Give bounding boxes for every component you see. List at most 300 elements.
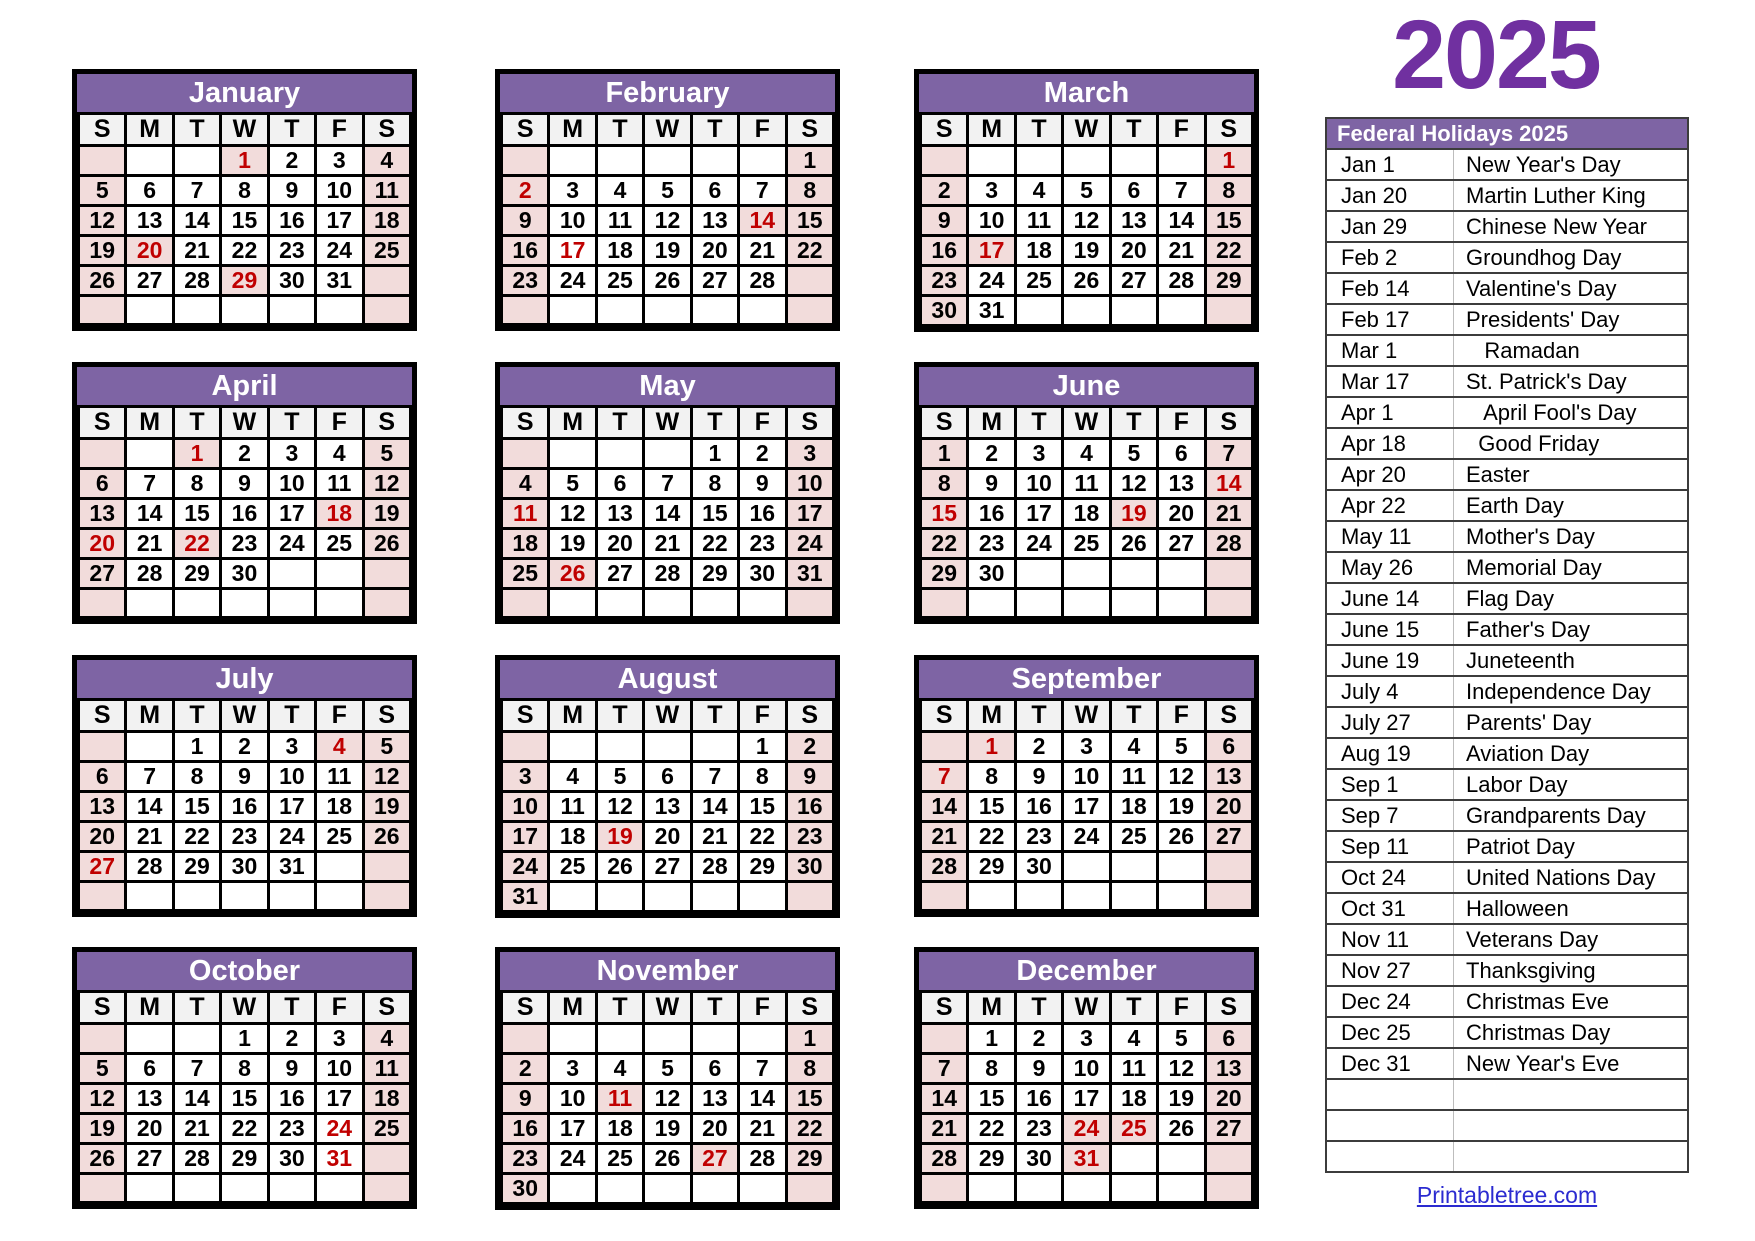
day-cell: 18: [316, 499, 363, 529]
day-cell: 14: [1158, 206, 1205, 236]
day-cell: 21: [126, 822, 173, 852]
day-cell: 4: [1015, 176, 1062, 206]
day-cell: 27: [79, 852, 126, 882]
holiday-row: [1327, 304, 1687, 335]
day-cell: 27: [596, 559, 643, 589]
day-cell-empty: [596, 439, 643, 469]
day-cell-empty: [173, 146, 220, 176]
day-header-cell: W: [644, 992, 691, 1024]
day-cell: 2: [221, 732, 268, 762]
week-row: [79, 529, 411, 559]
day-header-cell: S: [786, 700, 833, 732]
week-row: [79, 1144, 411, 1174]
day-cell: 13: [691, 1084, 738, 1114]
day-cell-empty: [79, 732, 126, 762]
day-cell: 12: [644, 206, 691, 236]
day-cell: 5: [79, 176, 126, 206]
week-row: [79, 732, 411, 762]
day-cell: 30: [221, 559, 268, 589]
day-cell: 23: [502, 1144, 549, 1174]
month-grid: [500, 698, 835, 913]
holiday-date: Sep 11: [1327, 831, 1454, 862]
day-cell: 6: [126, 176, 173, 206]
month-april: [72, 362, 417, 624]
holiday-date: Jan 1: [1327, 149, 1454, 180]
month-june: [914, 362, 1259, 624]
day-cell: 15: [739, 792, 786, 822]
day-cell-empty: [739, 146, 786, 176]
day-cell: 17: [1063, 792, 1110, 822]
month-grid: [919, 405, 1254, 619]
month-grid: [919, 698, 1254, 912]
day-cell: 30: [968, 559, 1015, 589]
day-cell: 24: [1015, 529, 1062, 559]
day-cell: 2: [502, 176, 549, 206]
holiday-row: [1327, 211, 1687, 242]
week-row: [502, 529, 834, 559]
day-cell: 12: [1158, 1054, 1205, 1084]
day-cell: 9: [221, 469, 268, 499]
day-cell: 15: [968, 1084, 1015, 1114]
day-header-cell: M: [126, 114, 173, 146]
holiday-date: Sep 7: [1327, 800, 1454, 831]
day-cell: 8: [221, 1054, 268, 1084]
day-cell: 20: [126, 236, 173, 266]
week-row: [921, 529, 1253, 559]
holiday-name: [1454, 1141, 1688, 1171]
day-cell: 13: [1205, 762, 1252, 792]
holiday-row: [1327, 862, 1687, 893]
day-header-cell: T: [596, 700, 643, 732]
day-cell-empty: [549, 882, 596, 912]
day-cell: 7: [921, 1054, 968, 1084]
holidays-title: Federal Holidays 2025: [1327, 119, 1687, 148]
week-row: [921, 296, 1253, 326]
day-cell: 6: [1205, 732, 1252, 762]
day-cell: 17: [268, 792, 315, 822]
day-cell: 3: [968, 176, 1015, 206]
day-cell: 17: [968, 236, 1015, 266]
day-header-cell: F: [1158, 407, 1205, 439]
day-cell-empty: [739, 1174, 786, 1204]
day-cell: 10: [316, 176, 363, 206]
day-cell: 23: [221, 822, 268, 852]
day-cell-empty: [596, 1174, 643, 1204]
day-cell: 20: [691, 236, 738, 266]
day-cell: 3: [502, 762, 549, 792]
day-header-cell: M: [968, 700, 1015, 732]
week-row: [502, 762, 834, 792]
week-row: [79, 439, 411, 469]
day-cell: 25: [549, 852, 596, 882]
day-cell-empty: [221, 589, 268, 618]
day-header-cell: T: [1110, 992, 1157, 1024]
day-header-cell: S: [363, 407, 410, 439]
holiday-name: Grandparents Day: [1454, 800, 1688, 831]
day-cell-empty: [173, 296, 220, 325]
day-cell: 13: [126, 1084, 173, 1114]
month-march: [914, 69, 1259, 332]
day-cell: 1: [221, 146, 268, 176]
day-header-cell: S: [502, 114, 549, 146]
day-cell-empty: [549, 732, 596, 762]
day-cell: 14: [173, 206, 220, 236]
day-cell-empty: [221, 296, 268, 325]
day-cell: 30: [921, 296, 968, 326]
week-row: [502, 792, 834, 822]
day-cell-empty: [1205, 882, 1252, 911]
day-cell: 25: [316, 529, 363, 559]
holiday-date: Feb 14: [1327, 273, 1454, 304]
day-header-cell: T: [1015, 407, 1062, 439]
holiday-date: Mar 17: [1327, 366, 1454, 397]
week-row: [921, 1084, 1253, 1114]
day-cell-empty: [739, 1024, 786, 1054]
day-cell: 9: [921, 206, 968, 236]
day-cell: 25: [363, 1114, 410, 1144]
day-cell: 7: [739, 1054, 786, 1084]
day-cell: 22: [968, 1114, 1015, 1144]
day-cell: 17: [1063, 1084, 1110, 1114]
day-cell: 28: [921, 852, 968, 882]
holiday-date: Apr 1: [1327, 397, 1454, 428]
day-cell-empty: [1015, 559, 1062, 589]
day-cell-empty: [644, 439, 691, 469]
holiday-name: Parents' Day: [1454, 707, 1688, 738]
site-link[interactable]: Printabletree.com: [1416, 1182, 1598, 1208]
holiday-date: Jan 20: [1327, 180, 1454, 211]
day-header-cell: T: [268, 700, 315, 732]
week-row: [921, 469, 1253, 499]
day-cell: 11: [502, 499, 549, 529]
day-header-cell: M: [968, 407, 1015, 439]
day-cell: 19: [1158, 792, 1205, 822]
day-cell: 20: [1158, 499, 1205, 529]
day-cell-empty: [502, 1024, 549, 1054]
day-cell: 30: [221, 852, 268, 882]
day-cell-empty: [596, 1024, 643, 1054]
day-cell: 14: [644, 499, 691, 529]
day-header-cell: S: [502, 700, 549, 732]
holiday-date: July 4: [1327, 676, 1454, 707]
day-cell-empty: [549, 146, 596, 176]
holidays-table: [1327, 148, 1687, 1171]
holiday-row: [1327, 1141, 1687, 1171]
week-row: [921, 792, 1253, 822]
day-cell-empty: [363, 1144, 410, 1174]
day-cell: 1: [739, 732, 786, 762]
day-cell: 4: [1110, 732, 1157, 762]
day-cell: 19: [644, 236, 691, 266]
holiday-name: Labor Day: [1454, 769, 1688, 800]
day-cell: 16: [921, 236, 968, 266]
day-cell: 29: [221, 266, 268, 296]
day-cell: 9: [968, 469, 1015, 499]
day-cell: 15: [221, 1084, 268, 1114]
year-title: 2025: [1392, 0, 1600, 109]
day-cell-empty: [268, 296, 315, 325]
day-header-cell: S: [1205, 114, 1252, 146]
holiday-row: [1327, 428, 1687, 459]
day-header-cell: F: [739, 407, 786, 439]
day-cell: 15: [968, 792, 1015, 822]
day-cell: 16: [1015, 1084, 1062, 1114]
holidays-panel: [1325, 117, 1689, 1173]
day-cell: 4: [596, 1054, 643, 1084]
month-grid: [77, 112, 412, 326]
day-cell: 17: [549, 1114, 596, 1144]
day-cell-empty: [79, 439, 126, 469]
day-cell-empty: [549, 1174, 596, 1204]
day-cell: 14: [691, 792, 738, 822]
holiday-name: New Year's Day: [1454, 149, 1688, 180]
day-cell: 9: [786, 762, 833, 792]
day-cell-empty: [786, 296, 833, 325]
day-cell: 12: [549, 499, 596, 529]
day-cell: 19: [596, 822, 643, 852]
day-cell: 2: [221, 439, 268, 469]
day-cell: 10: [268, 762, 315, 792]
day-cell: 10: [786, 469, 833, 499]
day-header-cell: F: [739, 700, 786, 732]
day-cell: 19: [1110, 499, 1157, 529]
day-cell-empty: [126, 1024, 173, 1054]
day-cell: 8: [786, 1054, 833, 1084]
day-cell: 4: [502, 469, 549, 499]
day-cell: 21: [739, 236, 786, 266]
day-cell: 21: [126, 529, 173, 559]
day-cell: 5: [644, 176, 691, 206]
day-cell: 23: [1015, 1114, 1062, 1144]
holiday-row: [1327, 955, 1687, 986]
day-cell: 8: [691, 469, 738, 499]
day-cell-empty: [126, 732, 173, 762]
day-header-cell: T: [1110, 407, 1157, 439]
day-cell: 15: [173, 499, 220, 529]
day-cell: 22: [1205, 236, 1252, 266]
day-cell-empty: [1158, 882, 1205, 911]
week-row: [79, 1174, 411, 1203]
day-header-cell: W: [221, 114, 268, 146]
day-cell-empty: [644, 882, 691, 912]
holidays-tbody: [1327, 149, 1687, 1171]
day-cell: 26: [596, 852, 643, 882]
holiday-date: Apr 18: [1327, 428, 1454, 459]
day-cell: 13: [1158, 469, 1205, 499]
day-cell-empty: [921, 146, 968, 176]
day-cell: 26: [644, 266, 691, 296]
day-cell: 13: [644, 792, 691, 822]
day-cell: 23: [786, 822, 833, 852]
day-cell: 23: [968, 529, 1015, 559]
day-cell: 27: [644, 852, 691, 882]
holiday-name: Memorial Day: [1454, 552, 1688, 583]
week-row: [79, 206, 411, 236]
month-grid: [77, 990, 412, 1204]
month-name: December: [919, 952, 1254, 990]
day-cell: 21: [921, 1114, 968, 1144]
day-cell: 11: [1015, 206, 1062, 236]
holiday-row: [1327, 273, 1687, 304]
month-october: [72, 947, 417, 1209]
day-cell: 8: [1205, 176, 1252, 206]
day-cell-empty: [316, 296, 363, 325]
week-row: [79, 559, 411, 589]
day-cell-empty: [1158, 589, 1205, 618]
day-cell-empty: [1158, 1144, 1205, 1174]
week-row: [502, 589, 834, 618]
day-cell: 5: [644, 1054, 691, 1084]
week-row: [502, 146, 834, 176]
day-cell: 25: [363, 236, 410, 266]
day-cell: 25: [596, 266, 643, 296]
day-cell-empty: [79, 146, 126, 176]
month-grid: [500, 112, 835, 326]
day-cell-empty: [921, 1024, 968, 1054]
day-cell: 9: [221, 762, 268, 792]
day-cell-empty: [268, 882, 315, 911]
day-cell: 8: [786, 176, 833, 206]
day-cell: 21: [173, 236, 220, 266]
day-cell: 22: [739, 822, 786, 852]
day-cell: 20: [691, 1114, 738, 1144]
day-cell: 9: [268, 1054, 315, 1084]
day-cell: 26: [1110, 529, 1157, 559]
month-name: May: [500, 367, 835, 405]
day-cell-empty: [1205, 559, 1252, 589]
day-cell-empty: [1158, 146, 1205, 176]
day-cell: 11: [1110, 1054, 1157, 1084]
day-cell: 17: [316, 1084, 363, 1114]
day-cell-empty: [126, 296, 173, 325]
day-header-cell: S: [363, 114, 410, 146]
day-header-cell: S: [79, 407, 126, 439]
day-cell: 29: [786, 1144, 833, 1174]
day-cell: 8: [968, 1054, 1015, 1084]
week-row: [502, 1114, 834, 1144]
month-grid: [500, 990, 835, 1205]
day-cell-empty: [968, 1174, 1015, 1203]
month-name: August: [500, 660, 835, 698]
day-cell: 11: [316, 762, 363, 792]
day-cell: 8: [173, 762, 220, 792]
day-header-cell: M: [968, 992, 1015, 1024]
day-cell: 7: [126, 469, 173, 499]
day-cell: 3: [1063, 1024, 1110, 1054]
day-header-cell: S: [921, 407, 968, 439]
day-cell: 28: [126, 852, 173, 882]
day-cell: 29: [1205, 266, 1252, 296]
day-header-cell: T: [173, 407, 220, 439]
week-row: [79, 822, 411, 852]
day-cell-empty: [502, 732, 549, 762]
day-cell: 18: [502, 529, 549, 559]
day-cell: 26: [1158, 822, 1205, 852]
day-cell: 13: [126, 206, 173, 236]
day-cell: 22: [786, 1114, 833, 1144]
week-row: [921, 732, 1253, 762]
holiday-row: [1327, 800, 1687, 831]
day-header-cell: T: [173, 992, 220, 1024]
day-cell: 1: [968, 1024, 1015, 1054]
day-cell: 16: [268, 1084, 315, 1114]
day-cell: 11: [316, 469, 363, 499]
day-cell: 2: [1015, 1024, 1062, 1054]
day-cell-empty: [921, 882, 968, 911]
holiday-date: Mar 1: [1327, 335, 1454, 366]
holiday-date: Aug 19: [1327, 738, 1454, 769]
day-cell: 12: [1158, 762, 1205, 792]
holiday-name: Chinese New Year: [1454, 211, 1688, 242]
day-cell: 7: [1158, 176, 1205, 206]
holiday-row: [1327, 180, 1687, 211]
holiday-row: [1327, 707, 1687, 738]
holiday-row: [1327, 149, 1687, 180]
day-cell: 30: [1015, 852, 1062, 882]
day-header-cell: T: [1015, 992, 1062, 1024]
day-cell-empty: [549, 589, 596, 618]
day-cell: 30: [268, 1144, 315, 1174]
day-cell: 5: [1063, 176, 1110, 206]
holiday-row: [1327, 335, 1687, 366]
day-cell: 4: [363, 146, 410, 176]
day-cell: 1: [1205, 146, 1252, 176]
day-cell-empty: [126, 589, 173, 618]
day-header-cell: F: [1158, 700, 1205, 732]
day-header-cell: S: [363, 992, 410, 1024]
day-cell: 13: [691, 206, 738, 236]
day-cell-empty: [363, 882, 410, 911]
day-cell: 14: [921, 1084, 968, 1114]
month-august: [495, 655, 840, 918]
day-cell: 17: [316, 206, 363, 236]
week-row: [502, 266, 834, 296]
day-cell: 29: [173, 559, 220, 589]
day-cell: 29: [921, 559, 968, 589]
day-cell: 11: [596, 206, 643, 236]
day-cell: 12: [596, 792, 643, 822]
holiday-date: Oct 31: [1327, 893, 1454, 924]
holiday-name: Juneteenth: [1454, 645, 1688, 676]
day-header-cell: M: [126, 407, 173, 439]
day-cell: 10: [1015, 469, 1062, 499]
day-cell: 2: [268, 1024, 315, 1054]
day-cell: 2: [968, 439, 1015, 469]
day-cell: 22: [921, 529, 968, 559]
day-cell-empty: [1063, 882, 1110, 911]
day-cell: 6: [644, 762, 691, 792]
week-row: [921, 146, 1253, 176]
day-cell-empty: [596, 296, 643, 325]
holiday-name: Valentine's Day: [1454, 273, 1688, 304]
day-cell-empty: [79, 1024, 126, 1054]
day-cell: 25: [596, 1144, 643, 1174]
day-cell: 26: [79, 1144, 126, 1174]
day-cell: 19: [1158, 1084, 1205, 1114]
holiday-date: Jan 29: [1327, 211, 1454, 242]
day-cell: 27: [691, 266, 738, 296]
month-name: January: [77, 74, 412, 112]
day-cell: 5: [1158, 1024, 1205, 1054]
day-cell-empty: [173, 1024, 220, 1054]
day-cell: 22: [968, 822, 1015, 852]
day-cell: 18: [363, 1084, 410, 1114]
day-cell: 7: [1205, 439, 1252, 469]
week-row: [921, 1054, 1253, 1084]
day-cell: 31: [268, 852, 315, 882]
day-cell: 24: [549, 266, 596, 296]
day-cell-empty: [644, 732, 691, 762]
